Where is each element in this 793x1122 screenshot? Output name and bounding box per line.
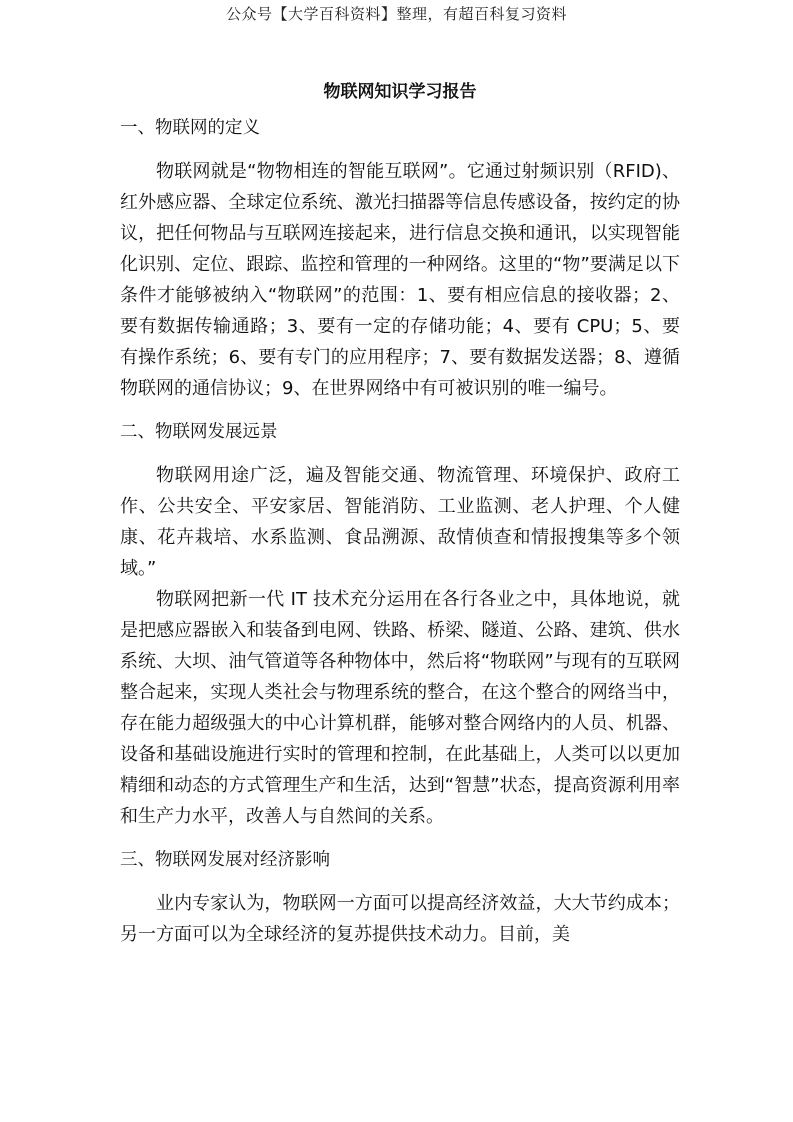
paragraph-definition: 物联网就是“物物相连的智能互联网”。它通过射频识别（RFID)、红外感应器、全球定位系统、激光扫描器等信息传感设备，按约定的协议，把任何物品与互联网连接起来，进行信息交换和通讯，以实现智能化识别、定位、跟踪、监控和管理的一种网络。这里的“物”要满足以下条件才能够被纳入“物联网”的范围：1、要有相应信息的接收器；2、要有数据传输通路；3、要有一定的存储功能；4、要有 CPU；5、要有操作系统；6、要有专门的应用程序；7、要有数据发送器；8、遵循物联网的通信协议；9、在世界网络中有可被识别的唯一编号。 <box>120 161 680 399</box>
paragraph-integration: 物联网把新一代 IT 技术充分运用在各行各业之中，具体地说，就是把感应器嵌入和装备到电网、铁路、桥梁、隧道、公路、建筑、供水系统、大坝、油气管道等各种物体中，然后将“物联网”与现有的互联网整合起来，实现人类社会与物理系统的整合，在这个整合的网络当中，存在能力超级强大的中心计算机群，能够对整合网络内的人员、机器、设备和基础设施进行实时的管理和控制，在此基础上，人类可以以更加精细和动态的方式管理生产和生活，达到“智慧”状态，提高资源利用率和生产力水平，改善人与自然间的关系。 <box>120 589 680 827</box>
paragraph-applications: 物联网用途广泛，遍及智能交通、物流管理、环境保护、政府工作、公共安全、平安家居、智能消防、工业监测、老人护理、个人健康、花卉栽培、水系监测、食品溯源、敌情侦查和情报搜集等多个领域。” <box>120 465 680 579</box>
section-heading-definition: 一、物联网的定义 <box>120 118 260 138</box>
document-body <box>120 78 680 950</box>
section-heading-prospects: 二、物联网发展远景 <box>120 422 278 442</box>
document-title: 物联网知识学习报告 <box>323 82 477 102</box>
page-header-watermark: 公众号【大学百科资料】整理，有超百科复习资料 <box>225 5 567 23</box>
paragraph-economy: 业内专家认为，物联网一方面可以提高经济效益，大大节约成本；另一方面可以为全球经济的复苏提供技术动力。目前，美 <box>120 893 680 945</box>
section-heading-economy: 三、物联网发展对经济影响 <box>120 850 330 870</box>
